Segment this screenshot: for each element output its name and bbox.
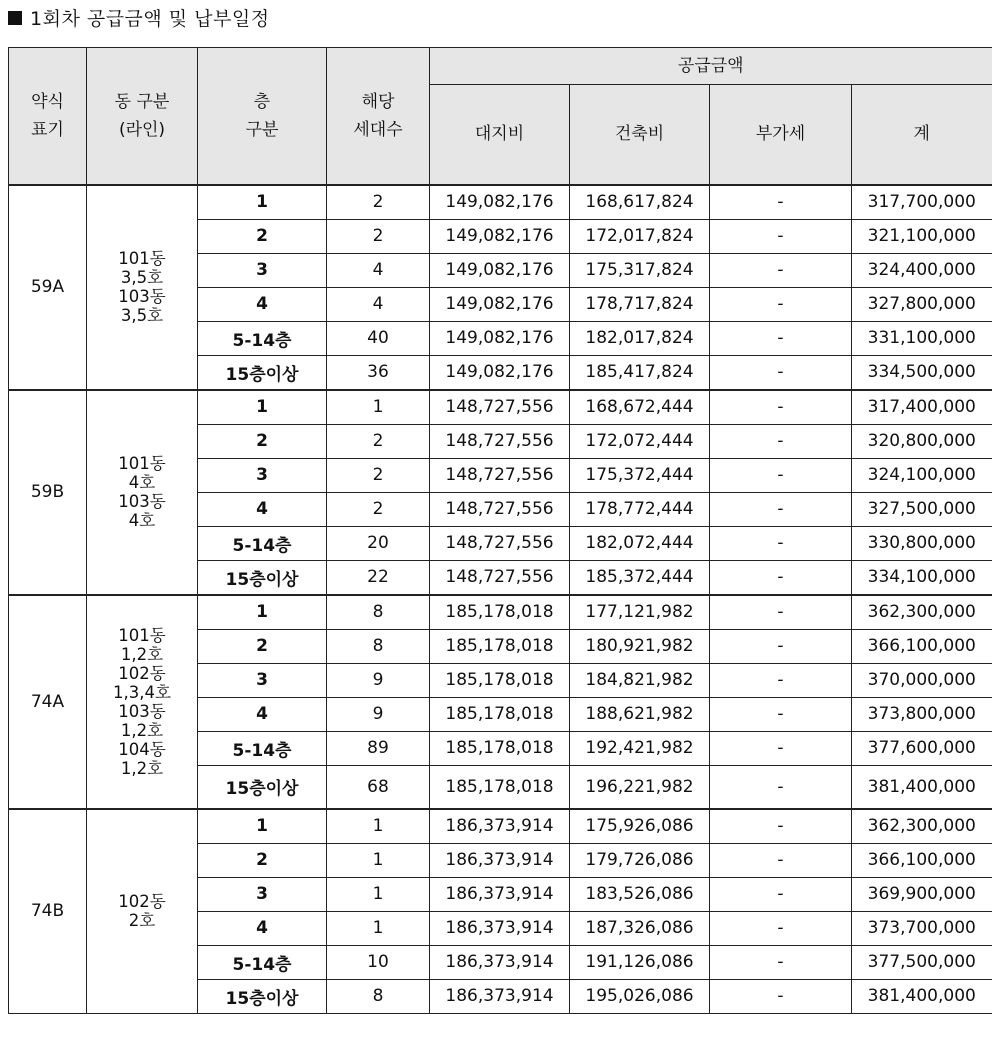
build-cost-cell: 184,821,982 xyxy=(570,663,710,697)
build-cost-cell: 175,926,086 xyxy=(570,809,710,844)
total-cell: 370,000,000 xyxy=(852,663,992,697)
floor-cell: 1 xyxy=(198,595,327,630)
section-title xyxy=(8,4,270,31)
units-cell: 10 xyxy=(327,945,430,979)
table-row xyxy=(9,390,992,425)
floor-cell: 5-14층 xyxy=(198,945,327,979)
build-cost-cell: 182,072,444 xyxy=(570,526,710,560)
total-cell: 330,800,000 xyxy=(852,526,992,560)
vat-cell: - xyxy=(710,629,852,663)
build-cost-cell: 183,526,086 xyxy=(570,877,710,911)
table-body xyxy=(9,185,992,1014)
units-cell: 2 xyxy=(327,219,430,253)
floor-cell: 2 xyxy=(198,219,327,253)
vat-cell: - xyxy=(710,287,852,321)
total-cell: 324,400,000 xyxy=(852,253,992,287)
type-cell: 59B xyxy=(9,390,87,595)
header-floor: 층 구분 xyxy=(198,48,327,185)
units-cell: 1 xyxy=(327,809,430,844)
floor-cell: 5-14층 xyxy=(198,526,327,560)
land-cost-cell: 185,178,018 xyxy=(430,697,570,731)
floor-cell: 15층이상 xyxy=(198,765,327,809)
total-cell: 320,800,000 xyxy=(852,424,992,458)
vat-cell: - xyxy=(710,731,852,765)
floor-cell: 3 xyxy=(198,253,327,287)
floor-cell: 3 xyxy=(198,663,327,697)
vat-cell: - xyxy=(710,663,852,697)
total-cell: 327,800,000 xyxy=(852,287,992,321)
vat-cell: - xyxy=(710,560,852,595)
units-cell: 8 xyxy=(327,629,430,663)
floor-cell: 4 xyxy=(198,911,327,945)
floor-cell: 5-14층 xyxy=(198,321,327,355)
build-cost-cell: 196,221,982 xyxy=(570,765,710,809)
vat-cell: - xyxy=(710,526,852,560)
total-cell: 324,100,000 xyxy=(852,458,992,492)
vat-cell: - xyxy=(710,809,852,844)
land-cost-cell: 185,178,018 xyxy=(430,629,570,663)
units-cell: 4 xyxy=(327,287,430,321)
land-cost-cell: 148,727,556 xyxy=(430,458,570,492)
dong-cell: 101동 3,5호 103동 3,5호 xyxy=(87,185,198,390)
header-dong: 동 구분 (라인) xyxy=(87,48,198,185)
section-title-text: 1회차 공급금액 및 납부일정 xyxy=(30,8,270,30)
units-cell: 2 xyxy=(327,492,430,526)
floor-cell: 2 xyxy=(198,629,327,663)
header-build: 건축비 xyxy=(570,85,710,185)
units-cell: 1 xyxy=(327,843,430,877)
land-cost-cell: 186,373,914 xyxy=(430,945,570,979)
total-cell: 377,500,000 xyxy=(852,945,992,979)
land-cost-cell: 186,373,914 xyxy=(430,911,570,945)
vat-cell: - xyxy=(710,492,852,526)
units-cell: 2 xyxy=(327,185,430,220)
floor-cell: 1 xyxy=(198,390,327,425)
vat-cell: - xyxy=(710,321,852,355)
header-type: 약식 표기 xyxy=(9,48,87,185)
units-cell: 1 xyxy=(327,911,430,945)
vat-cell: - xyxy=(710,697,852,731)
total-cell: 362,300,000 xyxy=(852,595,992,630)
total-cell: 373,700,000 xyxy=(852,911,992,945)
land-cost-cell: 186,373,914 xyxy=(430,843,570,877)
total-cell: 331,100,000 xyxy=(852,321,992,355)
total-cell: 381,400,000 xyxy=(852,765,992,809)
floor-cell: 15층이상 xyxy=(198,979,327,1013)
units-cell: 9 xyxy=(327,663,430,697)
vat-cell: - xyxy=(710,765,852,809)
header-units: 해당 세대수 xyxy=(327,48,430,185)
vat-cell: - xyxy=(710,390,852,425)
type-cell: 74A xyxy=(9,595,87,809)
build-cost-cell: 177,121,982 xyxy=(570,595,710,630)
table-row xyxy=(9,809,992,844)
units-cell: 2 xyxy=(327,458,430,492)
floor-cell: 15층이상 xyxy=(198,355,327,390)
floor-cell: 2 xyxy=(198,843,327,877)
units-cell: 8 xyxy=(327,979,430,1013)
land-cost-cell: 148,727,556 xyxy=(430,526,570,560)
build-cost-cell: 182,017,824 xyxy=(570,321,710,355)
build-cost-cell: 192,421,982 xyxy=(570,731,710,765)
header-vat: 부가세 xyxy=(710,85,852,185)
floor-cell: 15층이상 xyxy=(198,560,327,595)
total-cell: 317,700,000 xyxy=(852,185,992,220)
vat-cell: - xyxy=(710,911,852,945)
build-cost-cell: 185,417,824 xyxy=(570,355,710,390)
build-cost-cell: 191,126,086 xyxy=(570,945,710,979)
units-cell: 1 xyxy=(327,877,430,911)
total-cell: 317,400,000 xyxy=(852,390,992,425)
table-row xyxy=(9,595,992,630)
units-cell: 89 xyxy=(327,731,430,765)
floor-cell: 3 xyxy=(198,458,327,492)
land-cost-cell: 149,082,176 xyxy=(430,185,570,220)
build-cost-cell: 179,726,086 xyxy=(570,843,710,877)
land-cost-cell: 149,082,176 xyxy=(430,287,570,321)
build-cost-cell: 172,072,444 xyxy=(570,424,710,458)
header-supply-price: 공급금액 xyxy=(430,48,992,85)
total-cell: 373,800,000 xyxy=(852,697,992,731)
build-cost-cell: 168,672,444 xyxy=(570,390,710,425)
supply-price-table xyxy=(8,47,992,1014)
total-cell: 334,500,000 xyxy=(852,355,992,390)
land-cost-cell: 185,178,018 xyxy=(430,595,570,630)
vat-cell: - xyxy=(710,424,852,458)
build-cost-cell: 187,326,086 xyxy=(570,911,710,945)
total-cell: 327,500,000 xyxy=(852,492,992,526)
header-land: 대지비 xyxy=(430,85,570,185)
total-cell: 369,900,000 xyxy=(852,877,992,911)
build-cost-cell: 195,026,086 xyxy=(570,979,710,1013)
total-cell: 377,600,000 xyxy=(852,731,992,765)
build-cost-cell: 178,717,824 xyxy=(570,287,710,321)
land-cost-cell: 149,082,176 xyxy=(430,355,570,390)
build-cost-cell: 175,372,444 xyxy=(570,458,710,492)
floor-cell: 1 xyxy=(198,809,327,844)
units-cell: 20 xyxy=(327,526,430,560)
vat-cell: - xyxy=(710,877,852,911)
units-cell: 68 xyxy=(327,765,430,809)
dong-cell: 101동 4호 103동 4호 xyxy=(87,390,198,595)
land-cost-cell: 148,727,556 xyxy=(430,390,570,425)
units-cell: 36 xyxy=(327,355,430,390)
vat-cell: - xyxy=(710,843,852,877)
units-cell: 8 xyxy=(327,595,430,630)
build-cost-cell: 172,017,824 xyxy=(570,219,710,253)
floor-cell: 3 xyxy=(198,877,327,911)
units-cell: 1 xyxy=(327,390,430,425)
build-cost-cell: 188,621,982 xyxy=(570,697,710,731)
floor-cell: 4 xyxy=(198,697,327,731)
total-cell: 381,400,000 xyxy=(852,979,992,1013)
land-cost-cell: 149,082,176 xyxy=(430,219,570,253)
units-cell: 9 xyxy=(327,697,430,731)
vat-cell: - xyxy=(710,945,852,979)
build-cost-cell: 185,372,444 xyxy=(570,560,710,595)
total-cell: 362,300,000 xyxy=(852,809,992,844)
units-cell: 2 xyxy=(327,424,430,458)
land-cost-cell: 148,727,556 xyxy=(430,424,570,458)
land-cost-cell: 186,373,914 xyxy=(430,979,570,1013)
header-total: 계 xyxy=(852,85,992,185)
vat-cell: - xyxy=(710,355,852,390)
table-row xyxy=(9,185,992,220)
floor-cell: 2 xyxy=(198,424,327,458)
total-cell: 321,100,000 xyxy=(852,219,992,253)
land-cost-cell: 148,727,556 xyxy=(430,560,570,595)
build-cost-cell: 180,921,982 xyxy=(570,629,710,663)
total-cell: 366,100,000 xyxy=(852,843,992,877)
units-cell: 22 xyxy=(327,560,430,595)
land-cost-cell: 185,178,018 xyxy=(430,663,570,697)
vat-cell: - xyxy=(710,185,852,220)
build-cost-cell: 178,772,444 xyxy=(570,492,710,526)
land-cost-cell: 148,727,556 xyxy=(430,492,570,526)
type-cell: 74B xyxy=(9,809,87,1014)
dong-cell: 101동 1,2호 102동 1,3,4호 103동 1,2호 104동 1,2호 xyxy=(87,595,198,809)
land-cost-cell: 149,082,176 xyxy=(430,253,570,287)
square-bullet-icon xyxy=(8,11,22,25)
vat-cell: - xyxy=(710,219,852,253)
land-cost-cell: 149,082,176 xyxy=(430,321,570,355)
floor-cell: 5-14층 xyxy=(198,731,327,765)
type-cell: 59A xyxy=(9,185,87,390)
land-cost-cell: 185,178,018 xyxy=(430,731,570,765)
build-cost-cell: 175,317,824 xyxy=(570,253,710,287)
land-cost-cell: 185,178,018 xyxy=(430,765,570,809)
vat-cell: - xyxy=(710,979,852,1013)
units-cell: 40 xyxy=(327,321,430,355)
land-cost-cell: 186,373,914 xyxy=(430,809,570,844)
vat-cell: - xyxy=(710,253,852,287)
build-cost-cell: 168,617,824 xyxy=(570,185,710,220)
floor-cell: 1 xyxy=(198,185,327,220)
floor-cell: 4 xyxy=(198,287,327,321)
vat-cell: - xyxy=(710,458,852,492)
dong-cell: 102동 2호 xyxy=(87,809,198,1014)
total-cell: 334,100,000 xyxy=(852,560,992,595)
floor-cell: 4 xyxy=(198,492,327,526)
total-cell: 366,100,000 xyxy=(852,629,992,663)
vat-cell: - xyxy=(710,595,852,630)
units-cell: 4 xyxy=(327,253,430,287)
land-cost-cell: 186,373,914 xyxy=(430,877,570,911)
